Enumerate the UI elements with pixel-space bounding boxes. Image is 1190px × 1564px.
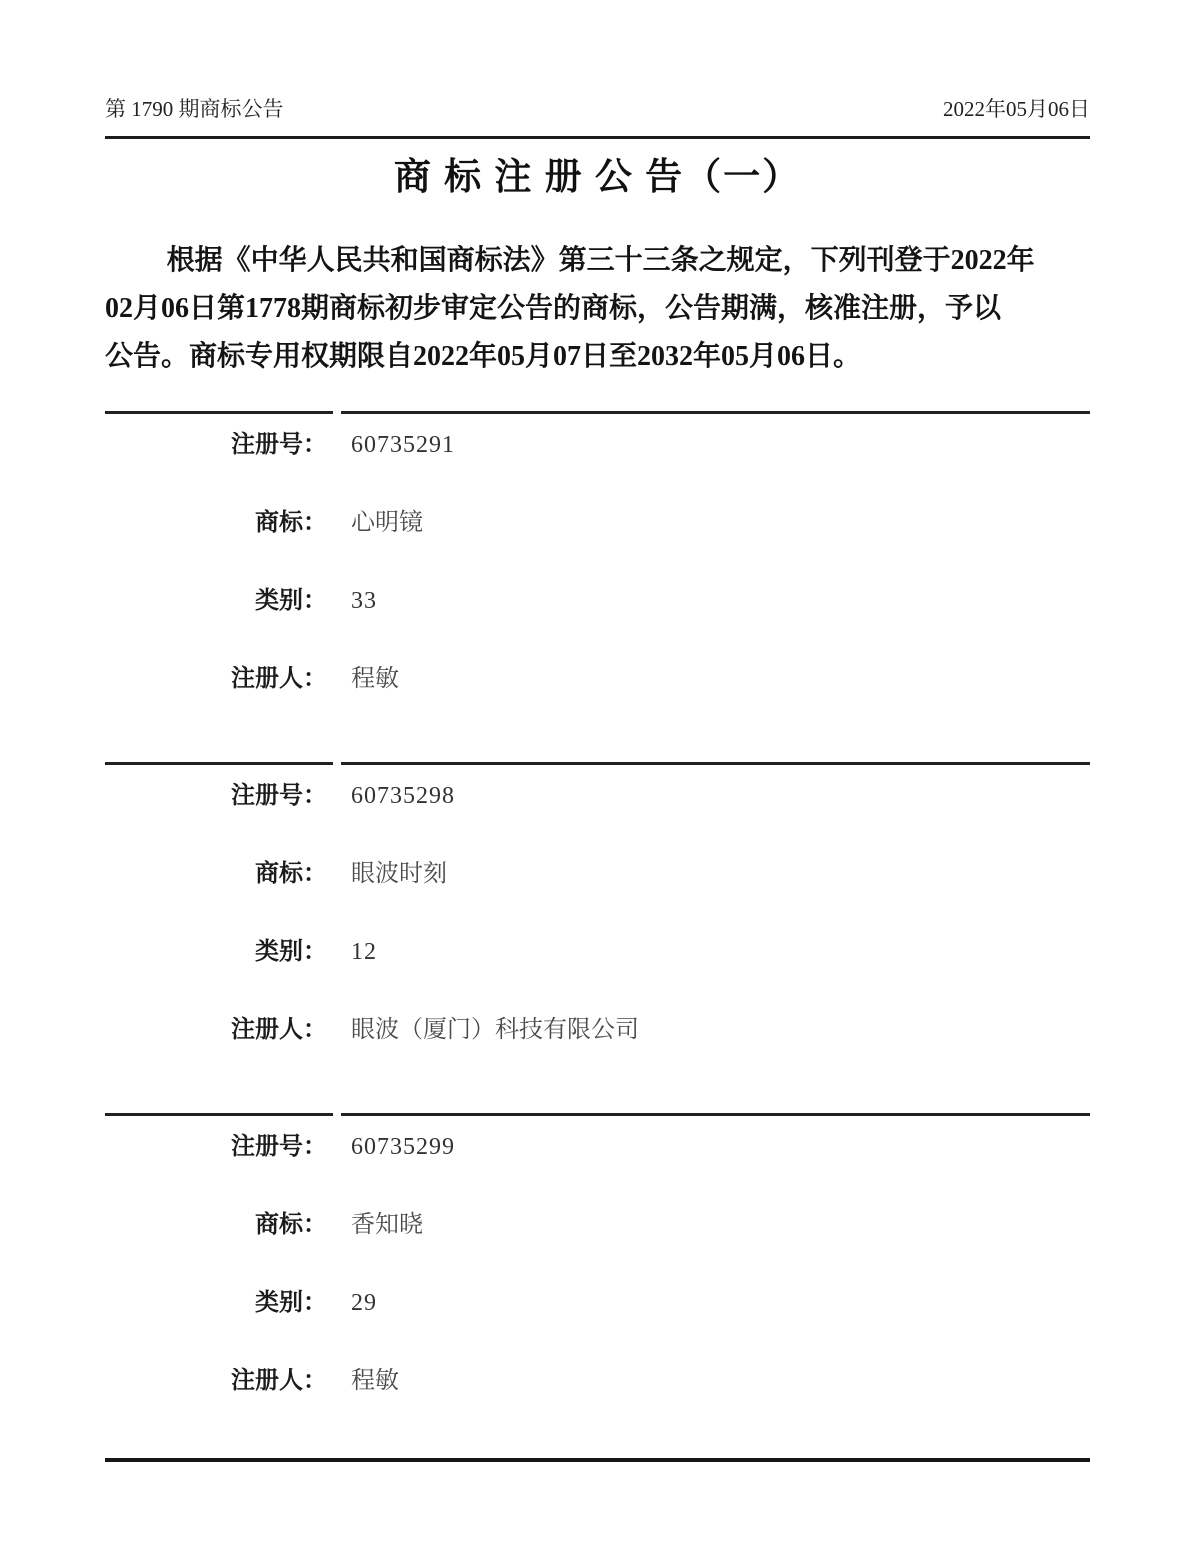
field-label-trademark: 商标： xyxy=(255,861,327,887)
field-value-category: 12 xyxy=(351,939,377,965)
section-divider xyxy=(105,411,1090,414)
field-row-trademark xyxy=(105,857,1090,891)
field-row-category xyxy=(105,584,1090,618)
field-row-reg-no xyxy=(105,1130,1090,1164)
entry-fields xyxy=(105,1116,1090,1398)
entry-fields xyxy=(105,765,1090,1047)
field-label-category: 类别： xyxy=(255,588,327,614)
field-label-category: 类别： xyxy=(255,939,327,965)
field-value-reg-no: 60735299 xyxy=(351,1134,455,1160)
field-label-trademark: 商标： xyxy=(255,510,327,536)
page-title: 商 标 注 册 公 告（一） xyxy=(393,157,802,198)
header-date: 2022年05月06日 xyxy=(943,97,1090,121)
page-header xyxy=(105,0,1090,124)
section-divider xyxy=(105,1113,1090,1116)
intro-line-3: 公告。商标专用权期限自2022年05月07日至2032年05月06日。 xyxy=(105,341,862,372)
header-issue-number: 第 1790 期商标公告 xyxy=(105,97,284,121)
field-label-registrant: 注册人： xyxy=(231,666,327,692)
field-label-registrant: 注册人： xyxy=(231,1017,327,1043)
field-row-reg-no xyxy=(105,428,1090,462)
entry-block-1 xyxy=(105,411,1090,762)
entry-list xyxy=(105,411,1090,1458)
section-divider xyxy=(105,762,1090,765)
field-row-reg-no xyxy=(105,779,1090,813)
field-row-trademark xyxy=(105,506,1090,540)
divider-segment-right xyxy=(341,411,1090,414)
field-row-registrant xyxy=(105,1364,1090,1398)
field-label-reg-no: 注册号： xyxy=(231,432,327,458)
divider-gap xyxy=(333,411,341,414)
divider-segment-right xyxy=(341,1113,1090,1116)
field-label-reg-no: 注册号： xyxy=(231,783,327,809)
field-row-registrant xyxy=(105,1013,1090,1047)
divider-segment-left xyxy=(105,1113,333,1116)
field-label-registrant: 注册人： xyxy=(231,1368,327,1394)
divider-segment-right xyxy=(341,762,1090,765)
field-label-trademark: 商标： xyxy=(255,1212,327,1238)
divider-gap xyxy=(333,1113,341,1116)
field-value-trademark: 香知晓 xyxy=(351,1212,423,1238)
field-value-reg-no: 60735298 xyxy=(351,783,455,809)
field-value-registrant: 程敏 xyxy=(351,1368,399,1394)
field-value-trademark: 心明镜 xyxy=(351,510,423,536)
field-label-reg-no: 注册号： xyxy=(231,1134,327,1160)
bottom-rule xyxy=(105,1458,1090,1462)
field-value-trademark: 眼波时刻 xyxy=(351,861,447,887)
divider-segment-left xyxy=(105,411,333,414)
field-value-reg-no: 60735291 xyxy=(351,432,455,458)
field-row-registrant xyxy=(105,662,1090,696)
entry-block-3 xyxy=(105,1113,1090,1458)
intro-paragraph xyxy=(105,237,1090,381)
header-rule xyxy=(105,136,1090,139)
divider-segment-left xyxy=(105,762,333,765)
field-row-trademark xyxy=(105,1208,1090,1242)
intro-line-1: 根据《中华人民共和国商标法》第三十三条之规定，下列刊登于2022年 xyxy=(166,245,1035,276)
field-value-category: 33 xyxy=(351,588,377,614)
entry-fields xyxy=(105,414,1090,696)
field-row-category xyxy=(105,935,1090,969)
divider-gap xyxy=(333,762,341,765)
entry-block-2 xyxy=(105,762,1090,1113)
field-value-category: 29 xyxy=(351,1290,377,1316)
field-value-registrant: 眼波（厦门）科技有限公司 xyxy=(351,1017,639,1043)
intro-line-2: 02月06日第1778期商标初步审定公告的商标，公告期满，核准注册，予以 xyxy=(105,293,1002,324)
field-label-category: 类别： xyxy=(255,1290,327,1316)
field-row-category xyxy=(105,1286,1090,1320)
field-value-registrant: 程敏 xyxy=(351,666,399,692)
